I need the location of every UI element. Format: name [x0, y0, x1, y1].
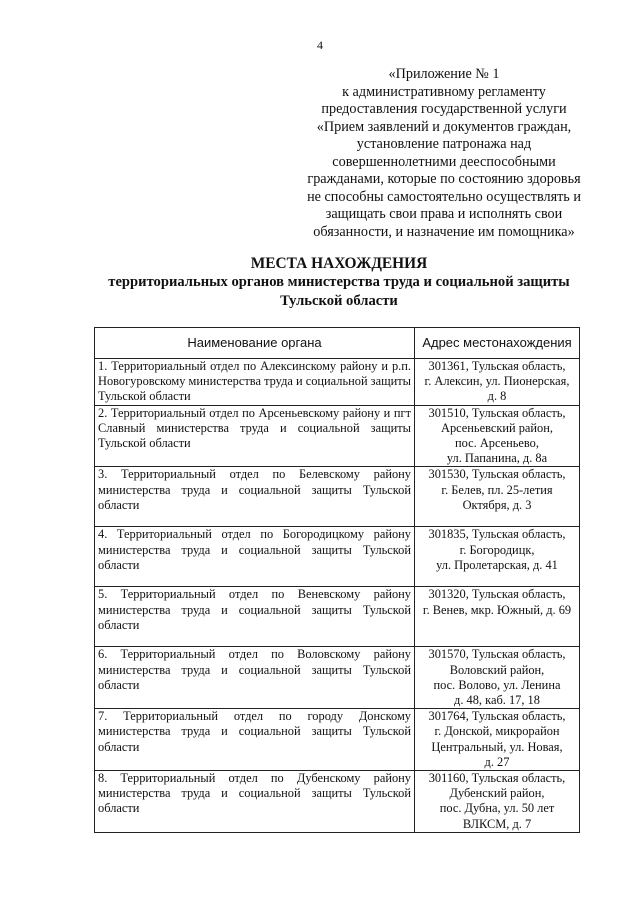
office-name: 2. Территориальный отдел по Арсеньевскому району и пгт Славный министерства труда и социальной защиты Тульской области — [95, 405, 415, 467]
address-line: г. Богородицк, — [459, 542, 535, 557]
address-line: Октября, д. 3 — [462, 497, 532, 512]
page-number: 4 — [317, 38, 323, 52]
office-address — [415, 405, 580, 467]
header-address: Адрес местонахождения — [415, 328, 580, 359]
offices-table — [94, 327, 580, 833]
table-row — [95, 405, 580, 467]
address-line: 301160, Тульская область, — [428, 771, 566, 786]
office-address — [415, 647, 580, 709]
table-row — [95, 647, 580, 709]
table-header-row — [95, 328, 580, 359]
appendix-line: гражданами, которые по состоянию здоровья — [307, 171, 581, 187]
address-line: г. Венев, мкр. Южный, д. 69 — [422, 602, 572, 617]
address-line: ВЛКСМ, д. 7 — [462, 816, 532, 831]
title-subtitle-line1: территориальных органов министерства труда и социальной защиты — [108, 274, 570, 290]
address-line: Центральный, ул. Новая, — [431, 739, 563, 754]
address-line: Арсеньевский район, — [441, 420, 553, 435]
address-line: ул. Пролетарская, д. 41 — [436, 557, 558, 572]
appendix-line: обязанности, и назначение им помощника» — [313, 223, 575, 240]
table-row — [95, 467, 580, 527]
document-title — [60, 254, 618, 311]
title-main: МЕСТА НАХОЖДЕНИЯ — [250, 255, 428, 272]
appendix-line: совершеннолетними дееспособными — [332, 153, 556, 170]
table-row — [95, 527, 580, 587]
office-name: 8. Территориальный отдел по Дубенскому району министерства труда и социальной защиты Тульской области — [95, 771, 415, 833]
office-name: 1. Территориальный отдел по Алексинскому району и р.п. Новогуровскому министерства труда и социальной защиты Тульской области — [95, 359, 415, 406]
address-line: 301570, Тульская область, — [428, 647, 566, 662]
office-name: 6. Территориальный отдел по Воловскому району министерства труда и социальной защиты Тульской области — [95, 647, 415, 709]
office-name: 4. Территориальный отдел по Богородицкому району министерства труда и социальной защиты Тульской области — [95, 527, 415, 587]
office-name: 7. Территориальный отдел по городу Донскому министерства труда и социальной защиты Тульской области — [95, 709, 415, 771]
appendix-line: защищать свои права и исполнять свои — [325, 206, 563, 222]
office-address — [415, 587, 580, 647]
address-line: Дубенский район, — [449, 786, 545, 801]
office-name: 5. Территориальный отдел по Веневскому району министерства труда и социальной защиты Тульской области — [95, 587, 415, 647]
appendix-line: «Прием заявлений и документов граждан, — [316, 118, 572, 135]
appendix-header — [285, 66, 603, 241]
office-address — [415, 359, 580, 406]
office-address — [415, 771, 580, 833]
appendix-line: «Приложение № 1 — [388, 66, 500, 82]
address-line: пос. Дубна, ул. 50 лет — [439, 801, 555, 816]
office-address — [415, 467, 580, 527]
address-line: ул. Папанина, д. 8а — [446, 451, 548, 466]
table-row — [95, 587, 580, 647]
office-address — [415, 527, 580, 587]
address-line: д. 27 — [484, 754, 510, 769]
table-row — [95, 359, 580, 406]
address-line: г. Донской, микрорайон — [434, 724, 560, 739]
appendix-line: не способны самостоятельно осуществлять и — [307, 188, 581, 205]
address-line: Воловский район, — [449, 662, 545, 677]
appendix-line: установление патронажа над — [356, 136, 532, 152]
address-line: 301835, Тульская область, — [428, 527, 566, 542]
table-row — [95, 709, 580, 771]
appendix-line: предоставления государственной услуги — [321, 101, 567, 117]
header-name: Наименование органа — [95, 328, 415, 359]
address-line: г. Алексин, ул. Пионерская, — [424, 374, 570, 389]
table-row — [95, 771, 580, 833]
address-line: 301361, Тульская область, — [428, 359, 566, 373]
address-line: 301510, Тульская область, — [428, 405, 566, 420]
address-line: д. 48, каб. 17, 18 — [454, 693, 540, 708]
address-line: 301320, Тульская область, — [428, 587, 566, 602]
address-line: г. Белев, пл. 25-летия — [441, 482, 553, 497]
office-address — [415, 709, 580, 771]
address-line: пос. Волово, ул. Ленина — [433, 677, 561, 692]
address-line: 301764, Тульская область, — [428, 709, 566, 724]
appendix-line: к административному регламенту — [342, 83, 546, 100]
address-line: 301530, Тульская область, — [428, 467, 566, 482]
title-subtitle-line2: Тульской области — [280, 293, 398, 309]
address-line: пос. Арсеньево, — [455, 436, 539, 451]
office-name: 3. Территориальный отдел по Белевскому району министерства труда и социальной защиты Тульской области — [95, 467, 415, 527]
address-line: д. 8 — [487, 389, 507, 404]
